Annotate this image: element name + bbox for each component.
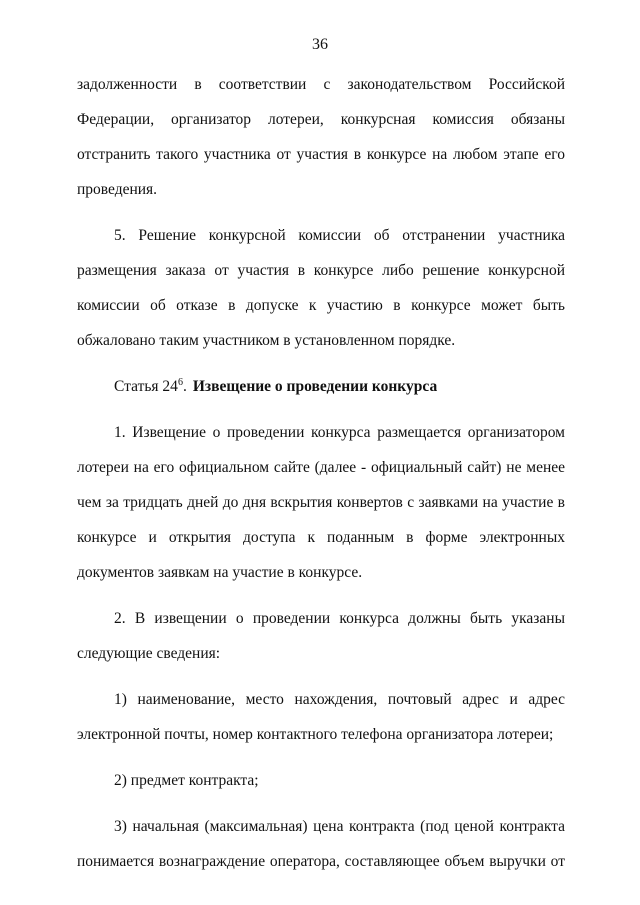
text-line: понимается вознаграждение оператора, составляющее объем выручки от bbox=[77, 853, 565, 870]
text-line: 2) предмет контракта; bbox=[114, 772, 259, 789]
text-line: проведения. bbox=[77, 181, 158, 198]
paragraph bbox=[77, 218, 565, 358]
paragraph bbox=[77, 601, 565, 671]
page-number: 36 bbox=[312, 36, 328, 53]
text-line: 2. В извещении о проведении конкурса должны быть указаны bbox=[114, 610, 565, 627]
text-line: размещения заказа от участия в конкурсе либо решение конкурсной bbox=[77, 262, 565, 279]
text-line: чем за тридцать дней до дня вскрытия конвертов с заявками на участие в bbox=[77, 494, 565, 511]
text-line: обжаловано таким участником в установленном порядке. bbox=[77, 332, 456, 349]
article-paragraphs bbox=[77, 415, 565, 879]
article-label: Статья 24 bbox=[114, 378, 178, 395]
paragraph bbox=[77, 809, 565, 879]
text-line: следующие сведения: bbox=[77, 645, 221, 662]
text-line: 1) наименование, место нахождения, почтовый адрес и адрес bbox=[114, 691, 565, 708]
paragraph bbox=[77, 415, 565, 590]
text-line: конкурсе и открытия доступа к поданным в форме электронных bbox=[77, 529, 565, 546]
article-label-suffix: . bbox=[182, 378, 187, 395]
article-title: Извещение о проведении конкурса bbox=[192, 378, 438, 395]
paragraph bbox=[77, 763, 565, 798]
document-body bbox=[77, 67, 565, 890]
text-line: комиссии об отказе в допуске к участию в конкурсе может быть bbox=[77, 297, 565, 314]
text-line: 5. Решение конкурсной комиссии об отстранении участника bbox=[114, 227, 565, 244]
text-line: лотереи на его официальном сайте (далее - официальный сайт) не менее bbox=[77, 459, 565, 476]
paragraphs-before-article bbox=[77, 67, 565, 358]
paragraph bbox=[77, 682, 565, 752]
paragraph bbox=[77, 67, 565, 207]
text-line: Федерации, организатор лотереи, конкурсная комиссия обязаны bbox=[77, 111, 565, 128]
article-superscript: 6 bbox=[177, 376, 183, 388]
article-heading bbox=[77, 369, 565, 404]
text-line: отстранить такого участника от участия в конкурсе на любом этапе его bbox=[77, 146, 565, 163]
text-line: 3) начальная (максимальная) цена контракта (под ценой контракта bbox=[114, 818, 565, 835]
text-line: электронной почты, номер контактного телефона организатора лотереи; bbox=[77, 726, 554, 743]
text-line: 1. Извещение о проведении конкурса размещается организатором bbox=[114, 424, 565, 441]
text-line: документов заявкам на участие в конкурсе. bbox=[77, 564, 363, 581]
text-line: задолженности в соответствии с законодательством Российской bbox=[77, 76, 565, 93]
